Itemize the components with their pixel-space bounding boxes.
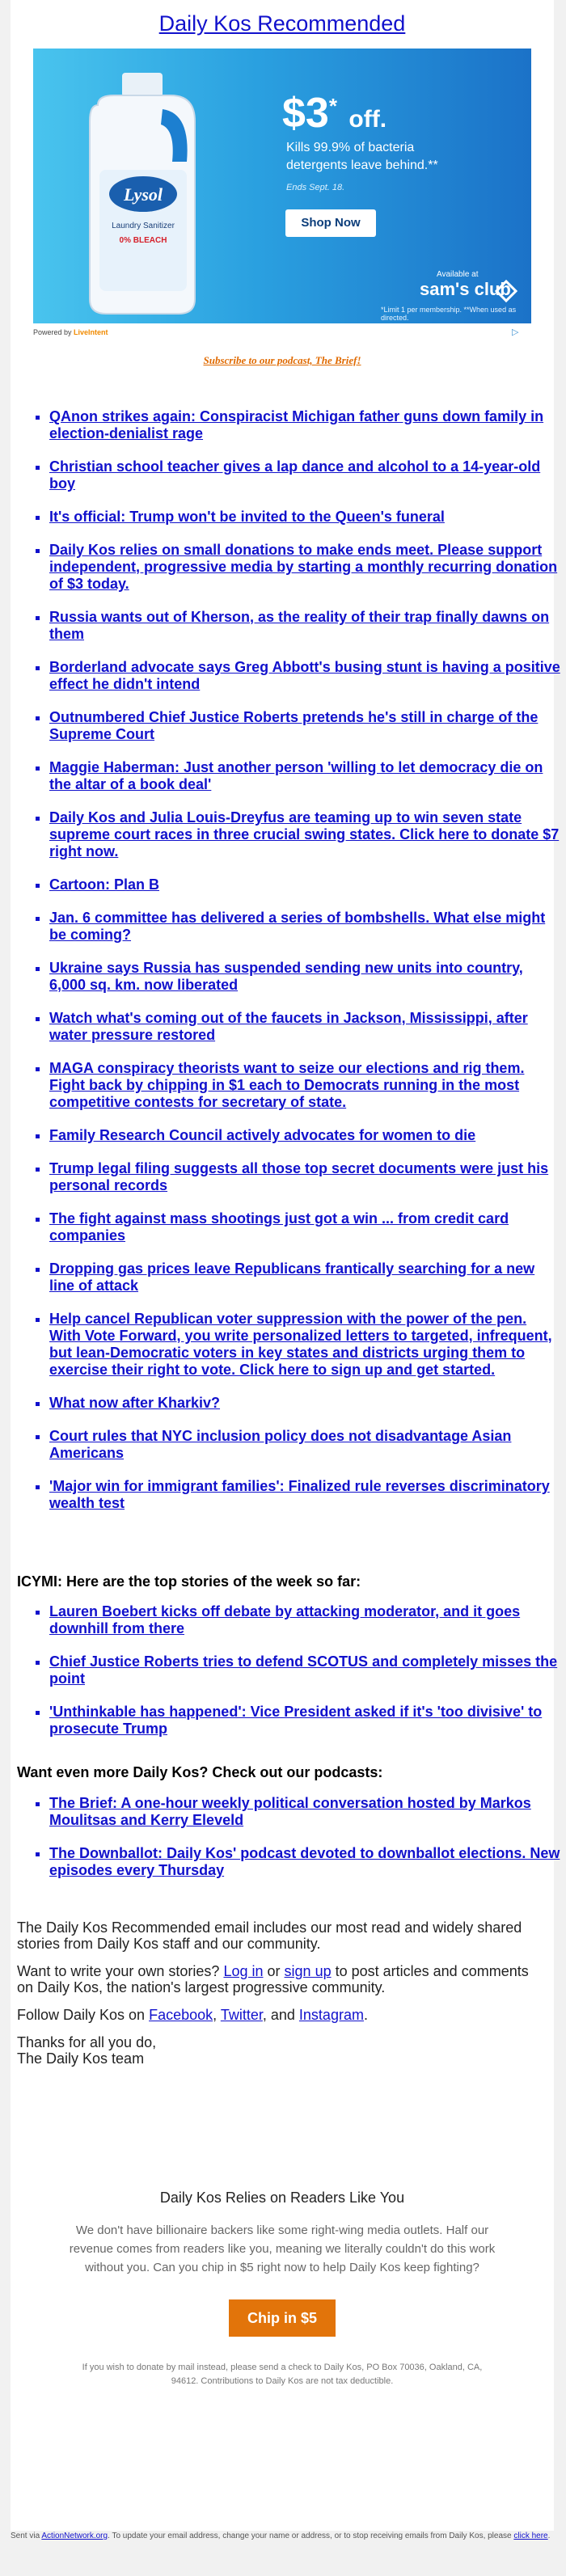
powered-by xyxy=(33,328,108,336)
powered-prefix: Powered by xyxy=(33,328,72,336)
story-item xyxy=(49,509,560,526)
story-item xyxy=(49,1010,560,1044)
story-item-link[interactable]: Ukraine says Russia has suspended sending new units into country, 6,000 sq. km. now liberated xyxy=(49,960,523,993)
signup-link[interactable]: sign up xyxy=(284,1963,332,1979)
thanks-text: Thanks for all you do, xyxy=(17,2034,157,2050)
bottle-brand: Lysol xyxy=(123,184,163,205)
story-item xyxy=(49,1160,560,1194)
sams-club-logo: sam's club xyxy=(420,279,511,299)
story-item xyxy=(49,659,560,693)
story-item xyxy=(49,960,560,994)
ad-price-value: $3 xyxy=(282,90,329,137)
login-link[interactable]: Log in xyxy=(223,1963,264,1979)
bottle-label: Laundry Sanitizer xyxy=(112,222,175,230)
story-item-link[interactable]: Borderland advocate says Greg Abbott's busing stunt is having a positive effect he didn't intend xyxy=(49,659,560,692)
footer-sent-via: Sent via xyxy=(11,2532,40,2540)
write-or: or xyxy=(267,1963,281,1979)
story-item-link[interactable]: It's official: Trump won't be invited to the Queen's funeral xyxy=(49,509,445,525)
story-item-link[interactable]: Daily Kos and Julia Louis-Dreyfus are teaming up to win seven state supreme court races in three crucial swing states. Click here to donate $7 right now. xyxy=(49,809,560,859)
ad-line-1: Kills 99.9% of bacteria xyxy=(286,141,415,154)
story-item-link[interactable]: The fight against mass shootings just got a win ... from credit card companies xyxy=(49,1210,509,1244)
icymi-item xyxy=(49,1653,560,1687)
closing-text xyxy=(17,1919,543,2078)
bottle-bleach: 0% BLEACH xyxy=(119,236,167,245)
story-item xyxy=(49,1428,560,1462)
liveintent-logo: LiveIntent xyxy=(74,328,108,336)
lysol-bottle-image xyxy=(74,73,211,315)
title-link[interactable]: Daily Kos Recommended xyxy=(158,11,406,36)
story-item xyxy=(49,910,560,944)
story-item-link[interactable]: Christian school teacher gives a lap dance and alcohol to a 14-year-old boy xyxy=(49,458,541,492)
story-item-link[interactable]: Help cancel Republican voter suppression with the power of the pen. With Vote Forward, you write personalized letters to targeted, infrequent, but lean-Democratic voters in key states and districts urging them to exercise their right to vote. Click here to sign up and get started. xyxy=(49,1311,552,1378)
story-item-link[interactable]: Russia wants out of Kherson, as the reality of their trap finally dawns on them xyxy=(49,609,550,642)
sams-club-ad[interactable] xyxy=(33,49,531,323)
story-item xyxy=(49,1060,560,1111)
podcast-promo-link[interactable]: Subscribe to our podcast, The Brief! xyxy=(203,354,361,366)
story-item xyxy=(49,408,560,442)
story-item xyxy=(49,759,560,793)
email-body xyxy=(11,0,560,2531)
story-item-link[interactable]: Trump legal filing suggests all those top secret documents were just his personal records xyxy=(49,1160,549,1193)
story-item xyxy=(49,1127,560,1144)
footer xyxy=(0,2531,566,2542)
team-text: The Daily Kos team xyxy=(17,2050,145,2067)
ad-available: Available at xyxy=(437,270,479,279)
story-item xyxy=(49,609,560,643)
write-prefix: Want to write your own stories? xyxy=(17,1963,220,1979)
story-item xyxy=(49,1478,560,1512)
icymi-list xyxy=(27,1603,560,1754)
icymi-item-link[interactable]: Chief Justice Roberts tries to defend SCOTUS and completely misses the point xyxy=(49,1653,558,1687)
donate-mail-text: If you wish to donate by mail instead, please send a check to Daily Kos, PO Box 70036, Oakland, CA, 94612. Contributions to Daily Kos are not tax deductible. xyxy=(82,2363,483,2386)
story-item-link[interactable]: What now after Kharkiv? xyxy=(49,1395,221,1411)
podcast-list xyxy=(27,1795,560,1895)
donate-section xyxy=(11,2190,554,2388)
donate-text: We don't have billionaire backers like some right-wing media outlets. Half our revenue comes from readers like you, meaning we literally couldn't do this work without you. Can you chip in $5 right now to help Daily Kos keep fighting? xyxy=(69,2223,496,2274)
adchoices-icon[interactable]: ▷ xyxy=(512,327,519,337)
twitter-link[interactable]: Twitter xyxy=(220,2007,263,2023)
page-title xyxy=(11,11,554,36)
story-item xyxy=(49,1395,560,1412)
story-item-link[interactable]: Family Research Council actively advocates for women to die xyxy=(49,1127,476,1143)
story-item-link[interactable]: Jan. 6 committee has delivered a series of bombshells. What else might be coming? xyxy=(49,910,546,943)
story-item-link[interactable]: QAnon strikes again: Conspiracist Michigan father guns down family in election-denialist rage xyxy=(49,408,544,441)
footer-end: . xyxy=(547,2532,551,2540)
icymi-item xyxy=(49,1704,560,1738)
actionnetwork-link[interactable]: ActionNetwork.org xyxy=(41,2532,108,2540)
ad-price xyxy=(282,89,386,137)
ad-price-off: off. xyxy=(348,106,387,133)
podcast-item-link[interactable]: The Brief: A one-hour weekly political conversation hosted by Markos Moulitsas and Kerry Eleveld xyxy=(49,1795,531,1828)
write-suffix: to post articles and comments on Daily Kos, the nation's largest progressive community. xyxy=(17,1963,529,1995)
write-text xyxy=(17,1963,543,1995)
icymi-item-link[interactable]: Lauren Boebert kicks off debate by attacking moderator, and it goes downhill from there xyxy=(49,1603,521,1636)
story-item-link[interactable]: Watch what's coming out of the faucets in Jackson, Mississippi, after water pressure restored xyxy=(49,1010,528,1043)
intro-text: The Daily Kos Recommended email includes our most read and widely shared stories from Daily Kos staff and our community. xyxy=(17,1919,522,1952)
story-item-link[interactable]: 'Major win for immigrant families': Finalized rule reverses discriminatory wealth test xyxy=(49,1478,550,1511)
story-item-link[interactable]: Daily Kos relies on small donations to make ends meet. Please support independent, progressive media by starting a monthly recurring donation of $3 today. xyxy=(49,542,558,592)
podcast-item-link[interactable]: The Downballot: Daily Kos' podcast devoted to downballot elections. New episodes every Thursday xyxy=(49,1845,560,1878)
story-item xyxy=(49,876,560,893)
unsubscribe-link[interactable]: click here xyxy=(513,2532,548,2540)
signoff xyxy=(17,2034,543,2067)
story-item xyxy=(49,1261,560,1294)
story-item xyxy=(49,1210,560,1244)
footer-text: . To update your email address, change your name or address, or to stop receiving emails from Daily Kos, please xyxy=(108,2532,512,2540)
icymi-item xyxy=(49,1603,560,1637)
podcast-item xyxy=(49,1795,560,1829)
ad-fine-print: *Limit 1 per membership. **When used as directed. xyxy=(381,306,517,322)
story-item xyxy=(49,542,560,593)
donate-heading: Daily Kos Relies on Readers Like You xyxy=(159,2190,405,2206)
story-item-link[interactable]: Maggie Haberman: Just another person 'willing to let democracy die on the altar of a book deal' xyxy=(49,759,543,792)
story-item-link[interactable]: Court rules that NYC inclusion policy does not disadvantage Asian Americans xyxy=(49,1428,512,1461)
story-item-link[interactable]: Outnumbered Chief Justice Roberts pretends he's still in charge of the Supreme Court xyxy=(49,709,539,742)
story-item xyxy=(49,458,560,492)
icymi-item-link[interactable]: 'Unthinkable has happened': Vice President asked if it's 'too divisive' to prosecute Trump xyxy=(49,1704,543,1737)
story-item xyxy=(49,809,560,860)
story-item xyxy=(49,709,560,743)
story-item xyxy=(49,1311,560,1379)
story-item-link[interactable]: Dropping gas prices leave Republicans frantically searching for a new line of attack xyxy=(49,1261,535,1294)
ad-ends: Ends Sept. 18. xyxy=(286,183,345,192)
chip-in-button[interactable]: Chip in $5 xyxy=(229,2299,336,2337)
follow-prefix: Follow Daily Kos on xyxy=(17,2007,146,2023)
story-item-link[interactable]: Cartoon: Plan B xyxy=(49,876,160,893)
instagram-link[interactable]: Instagram xyxy=(298,2007,364,2023)
story-item-link[interactable]: MAGA conspiracy theorists want to seize our elections and rig them. Fight back by chipping in $1 each to Democrats running in the most competitive contests for secretary of state. xyxy=(49,1060,525,1110)
podcasts-heading: Want even more Daily Kos? Check out our podcasts: xyxy=(17,1764,383,1780)
facebook-link[interactable]: Facebook xyxy=(149,2007,213,2023)
shop-now-button[interactable]: Shop Now xyxy=(285,209,376,237)
ad-line-2: detergents leave behind.** xyxy=(286,158,438,172)
story-list xyxy=(27,408,560,1528)
icymi-heading: ICYMI: Here are the top stories of the week so far: xyxy=(17,1573,361,1590)
follow-and: and xyxy=(270,2007,295,2023)
ad-price-sup: * xyxy=(328,94,337,118)
follow-text: Follow Daily Kos on Facebook, Twitter, and Instagram. xyxy=(17,2007,368,2023)
podcast-item xyxy=(49,1845,560,1879)
podcast-promo xyxy=(11,354,554,367)
